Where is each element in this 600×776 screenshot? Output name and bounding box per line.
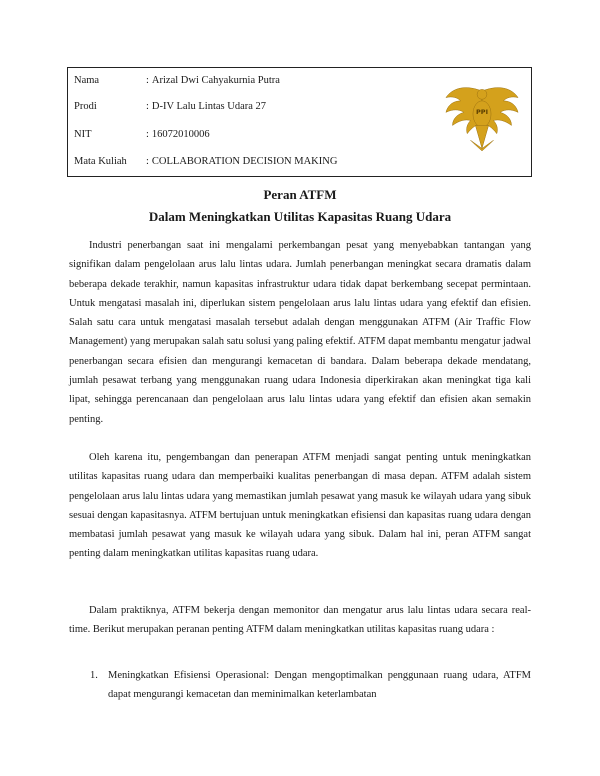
header-row-nama: [74, 75, 280, 86]
list-item: [90, 666, 531, 705]
list-text: Meningkatkan Efisiensi Operasional: Dengan mengoptimalkan penggunaan ruang udara, ATFM dapat mengurangi kemacetan dan meminimalkan keterlambatan: [108, 670, 531, 701]
header-value: D-IV Lalu Lintas Udara 27: [151, 101, 267, 112]
paragraph: Industri penerbangan saat ini mengalami perkembangan pesat yang menyebabkan tantangan yang signifikan dalam pengelolaan arus lalu lintas udara. Jumlah penerbangan meningkat secara dramatis dalam beberapa dekade terakhir, namun kapasitas infrastruktur udara tidak dapat berkembang secepat permintaan. Untuk mengatasi masalah ini, diperlukan sistem pengelolaan arus lalu lintas udara yang efektif dan efisien. Salah satu cara untuk mengatasi masalah tersebut adalah dengan menggunakan ATFM (Air Traffic Flow Management) yang merupakan salah satu solusi yang paling efektif. ATFM dapat membantu mengatur jadwal penerbangan secara efisien dan mengurangi kemacetan di bandara. Dalam beberapa dekade mendatang, jumlah pesawat terbang yang menggunakan ruang udara Indonesia diperkirakan akan meningkat tiga kali lipat, sehingga perencanaan dan pengelolaan arus lalu lintas udara yang efektif dan efisien akan semakin penting.: [69, 240, 531, 425]
header-separator: :: [146, 129, 149, 140]
poltekbang-emblem-icon: [441, 73, 523, 155]
page-title: Peran ATFM: [263, 187, 337, 202]
page-subtitle: Dalam Meningkatkan Utilitas Kapasitas Ruang Udara: [148, 209, 452, 224]
header-label: Nama: [74, 75, 100, 86]
paragraph: Dalam praktiknya, ATFM bekerja dengan memonitor dan mengatur arus lalu lintas udara secara real-time. Berikut merupakan peranan penting ATFM dalam meningkatkan utilitas kapasitas ruang udara :: [69, 605, 531, 636]
header-row-nit: [74, 129, 210, 140]
header-label: NIT: [74, 129, 92, 140]
header-separator: :: [146, 101, 149, 112]
header-row-prodi: [74, 101, 266, 112]
list-number: 1.: [90, 670, 98, 681]
header-separator: :: [146, 156, 149, 167]
header-value: Arizal Dwi Cahyakurnia Putra: [151, 75, 280, 86]
header-row-mata-kuliah: [74, 156, 337, 167]
emblem-text: PPI: [475, 108, 489, 116]
header-label: Mata Kuliah: [74, 156, 127, 167]
student-info-box: [67, 67, 532, 177]
header-separator: :: [146, 75, 149, 86]
header-label: Prodi: [74, 101, 97, 112]
header-value: 16072010006: [151, 129, 210, 140]
header-value: COLLABORATION DECISION MAKING: [151, 156, 338, 167]
paragraph: Oleh karena itu, pengembangan dan penerapan ATFM menjadi sangat penting untuk meningkatkan utilitas kapasitas ruang udara dan memperbaiki kualitas penerbangan di masa depan. ATFM adalah sistem pengelolaan arus lalu lintas udara yang memastikan jumlah pesawat yang masuk ke wilayah udara yang sibuk sesuai dengan kapasitasnya. ATFM bertujuan untuk meningkatkan efisiensi dan kapasitas ruang udara dengan membatasi jumlah pesawat yang masuk ke wilayah udara yang sibuk. Dalam hal ini, peran ATFM sangat penting dalam meningkatkan utilitas kapasitas ruang udara.: [69, 452, 531, 560]
